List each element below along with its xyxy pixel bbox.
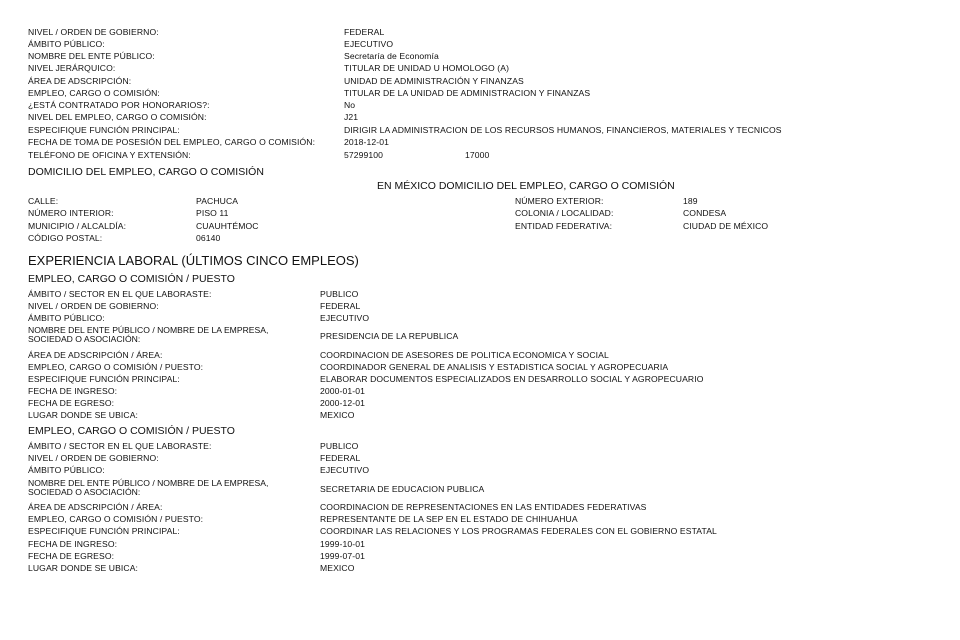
field-value: CUAUHTÉMOC bbox=[196, 221, 259, 231]
field-value: 2000-12-01 bbox=[320, 398, 365, 408]
field-label: ÁMBITO PÚBLICO: bbox=[28, 313, 105, 323]
field-label: ÁMBITO / SECTOR EN EL QUE LABORASTE: bbox=[28, 289, 212, 299]
field-value: 06140 bbox=[196, 233, 221, 243]
field-value: EJECUTIVO bbox=[320, 465, 370, 475]
field-label: NIVEL / ORDEN DE GOBIERNO: bbox=[28, 27, 159, 37]
phone-value: 57299100 bbox=[344, 150, 384, 160]
field-value: EJECUTIVO bbox=[344, 39, 394, 49]
field-value: MEXICO bbox=[320, 410, 355, 420]
field-value: J21 bbox=[344, 112, 359, 122]
field-value: 1999-07-01 bbox=[320, 551, 365, 561]
field-value: UNIDAD DE ADMINISTRACIÓN Y FINANZAS bbox=[344, 76, 524, 86]
field-value: COORDINACION DE REPRESENTACIONES EN LAS ENTIDADES FEDERATIVAS bbox=[320, 502, 647, 512]
field-label: FECHA DE TOMA DE POSESIÓN DEL EMPLEO, CARGO O COMISIÓN: bbox=[28, 137, 316, 147]
field-label: FECHA DE INGRESO: bbox=[28, 386, 118, 396]
field-value: Secretaría de Economía bbox=[344, 51, 439, 61]
field-label: MUNICIPIO / ALCALDÍA: bbox=[28, 221, 127, 231]
experiencia-heading: EXPERIENCIA LABORAL (ÚLTIMOS CINCO EMPLEOS) bbox=[28, 253, 359, 268]
field-value: FEDERAL bbox=[344, 27, 385, 37]
field-label: EMPLEO, CARGO O COMISIÓN / PUESTO: bbox=[28, 362, 204, 372]
field-label: ÁMBITO PÚBLICO: bbox=[28, 39, 105, 49]
field-label: ¿ESTÁ CONTRATADO POR HONORARIOS?: bbox=[28, 100, 210, 110]
field-value: 2000-01-01 bbox=[320, 386, 365, 396]
job-heading: EMPLEO, CARGO O COMISIÓN / PUESTO bbox=[28, 273, 235, 285]
field-label: EMPLEO, CARGO O COMISIÓN / PUESTO: bbox=[28, 514, 204, 524]
field-value: 2018-12-01 bbox=[344, 137, 389, 147]
field-value: CONDESA bbox=[683, 208, 727, 218]
field-value: No bbox=[344, 100, 356, 110]
field-label: ÁREA DE ADSCRIPCIÓN / ÁREA: bbox=[28, 350, 163, 360]
field-value: PACHUCA bbox=[196, 196, 239, 206]
field-label: LUGAR DONDE SE UBICA: bbox=[28, 410, 139, 420]
field-label: FECHA DE INGRESO: bbox=[28, 539, 118, 549]
field-value: COORDINADOR GENERAL DE ANALISIS Y ESTADISTICA SOCIAL Y AGROPECUARIA bbox=[320, 362, 669, 372]
field-label: NIVEL / ORDEN DE GOBIERNO: bbox=[28, 453, 159, 463]
field-label: FECHA DE EGRESO: bbox=[28, 398, 115, 408]
field-label: NIVEL DEL EMPLEO, CARGO O COMISIÓN: bbox=[28, 112, 207, 122]
field-label: EMPLEO, CARGO O COMISIÓN: bbox=[28, 88, 160, 98]
field-label: ÁREA DE ADSCRIPCIÓN / ÁREA: bbox=[28, 502, 163, 512]
field-label: NÚMERO EXTERIOR: bbox=[515, 196, 604, 206]
field-value: PRESIDENCIA DE LA REPUBLICA bbox=[320, 331, 459, 341]
field-value: FEDERAL bbox=[320, 301, 361, 311]
field-label: NIVEL / ORDEN DE GOBIERNO: bbox=[28, 301, 159, 311]
field-value: MEXICO bbox=[320, 563, 355, 573]
field-label: ÁMBITO PÚBLICO: bbox=[28, 465, 105, 475]
field-value: FEDERAL bbox=[320, 453, 361, 463]
field-value: EJECUTIVO bbox=[320, 313, 370, 323]
field-label: FECHA DE EGRESO: bbox=[28, 551, 115, 561]
field-value: PISO 11 bbox=[196, 208, 229, 218]
field-label: NOMBRE DEL ENTE PÚBLICO: bbox=[28, 51, 155, 61]
field-label: NIVEL JERÁRQUICO: bbox=[28, 63, 116, 73]
field-label: NÚMERO INTERIOR: bbox=[28, 208, 114, 218]
field-value: PUBLICO bbox=[320, 441, 359, 451]
field-value: DIRIGIR LA ADMINISTRACION DE LOS RECURSOS HUMANOS, FINANCIEROS, MATERIALES Y TECNICOS bbox=[344, 125, 782, 135]
field-label: NOMBRE DEL ENTE PÚBLICO / NOMBRE DE LA EMPRESA, bbox=[28, 325, 269, 335]
field-label: COLONIA / LOCALIDAD: bbox=[515, 208, 614, 218]
domicilio-subheading: EN MÉXICO DOMICILIO DEL EMPLEO, CARGO O COMISIÓN bbox=[377, 180, 675, 192]
field-value: SECRETARIA DE EDUCACION PUBLICA bbox=[320, 484, 485, 494]
field-value: PUBLICO bbox=[320, 289, 359, 299]
field-label: LUGAR DONDE SE UBICA: bbox=[28, 563, 139, 573]
field-value: TITULAR DE LA UNIDAD DE ADMINISTRACION Y FINANZAS bbox=[344, 88, 591, 98]
field-value: COORDINACION DE ASESORES DE POLITICA ECONOMICA Y SOCIAL bbox=[320, 350, 609, 360]
field-value: ELABORAR DOCUMENTOS ESPECIALIZADOS EN DESARROLLO SOCIAL Y AGROPECUARIO bbox=[320, 374, 704, 384]
field-value: 189 bbox=[683, 196, 698, 206]
field-label: CALLE: bbox=[28, 196, 59, 206]
field-label: ESPECIFIQUE FUNCIÓN PRINCIPAL: bbox=[28, 125, 180, 135]
extension-value: 17000 bbox=[465, 150, 490, 160]
field-label: NOMBRE DEL ENTE PÚBLICO / NOMBRE DE LA EMPRESA, bbox=[28, 478, 269, 488]
job-heading: EMPLEO, CARGO O COMISIÓN / PUESTO bbox=[28, 425, 235, 437]
field-label: TELÉFONO DE OFICINA Y EXTENSIÓN: bbox=[28, 150, 191, 160]
field-label: ENTIDAD FEDERATIVA: bbox=[515, 221, 613, 231]
field-value: TITULAR DE UNIDAD U HOMOLOGO (A) bbox=[344, 63, 510, 73]
field-label: ESPECIFIQUE FUNCIÓN PRINCIPAL: bbox=[28, 374, 180, 384]
field-label: SOCIEDAD O ASOCIACIÓN: bbox=[28, 334, 141, 344]
field-label: ESPECIFIQUE FUNCIÓN PRINCIPAL: bbox=[28, 526, 180, 536]
field-label: ÁREA DE ADSCRIPCIÓN: bbox=[28, 76, 132, 86]
field-value: REPRESENTANTE DE LA SEP EN EL ESTADO DE CHIHUAHUA bbox=[320, 514, 578, 524]
field-label: ÁMBITO / SECTOR EN EL QUE LABORASTE: bbox=[28, 441, 212, 451]
field-label: SOCIEDAD O ASOCIACIÓN: bbox=[28, 487, 141, 497]
field-label: CÓDIGO POSTAL: bbox=[28, 233, 103, 243]
domicilio-heading: DOMICILIO DEL EMPLEO, CARGO O COMISIÓN bbox=[28, 166, 264, 178]
field-value: COORDINAR LAS RELACIONES Y LOS PROGRAMAS FEDERALES CON EL GOBIERNO ESTATAL bbox=[320, 526, 717, 536]
field-value: 1999-10-01 bbox=[320, 539, 365, 549]
field-value: CIUDAD DE MÉXICO bbox=[683, 221, 769, 231]
